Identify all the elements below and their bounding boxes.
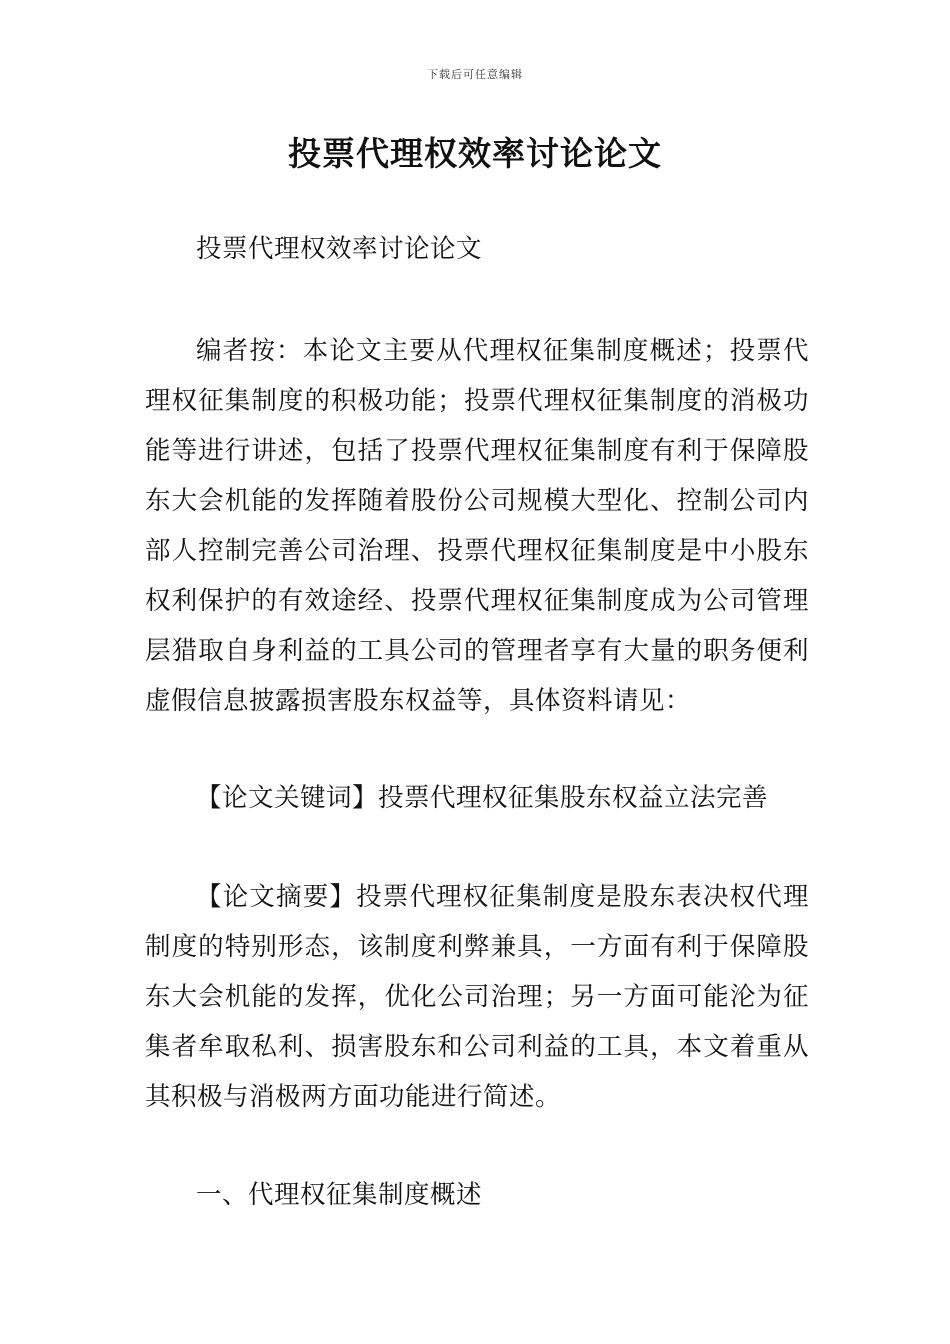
- subtitle-paragraph: 投票代理权效率讨论论文: [196, 234, 483, 264]
- section-heading: 一、代理权征集制度概述: [196, 1180, 483, 1210]
- abstract-paragraph: 【论文摘要】投票代理权征集制度是股东表决权代理制度的特别形态，该制度利弊兼具，一方面有利于保障股东大会机能的发挥，优化公司治理；另一方面可能沦为征集者牟取私利、损害股东和公司利益的工具，本文着重从其积极与消极两方面功能进行简述。: [145, 882, 809, 1112]
- document-title: 投票代理权效率讨论论文: [288, 134, 662, 173]
- header-note: 下载后可任意编辑: [427, 68, 523, 81]
- editor-note-paragraph: 编者按：本论文主要从代理权征集制度概述；投票代理权征集制度的积极功能；投票代理权征集制度的消极功能等进行讲述，包括了投票代理权征集制度有利于保障股东大会机能的发挥随着股份公司规模大型化、控制公司内部人控制完善公司治理、投票代理权征集制度是中小股东权利保护的有效途经、投票代理权征集制度成为公司管理层猎取自身利益的工具公司的管理者享有大量的职务便利虚假信息披露损害股东权益等，具体资料请见：: [145, 336, 809, 716]
- keywords-paragraph: 【论文关键词】投票代理权征集股东权益立法完善: [196, 783, 769, 813]
